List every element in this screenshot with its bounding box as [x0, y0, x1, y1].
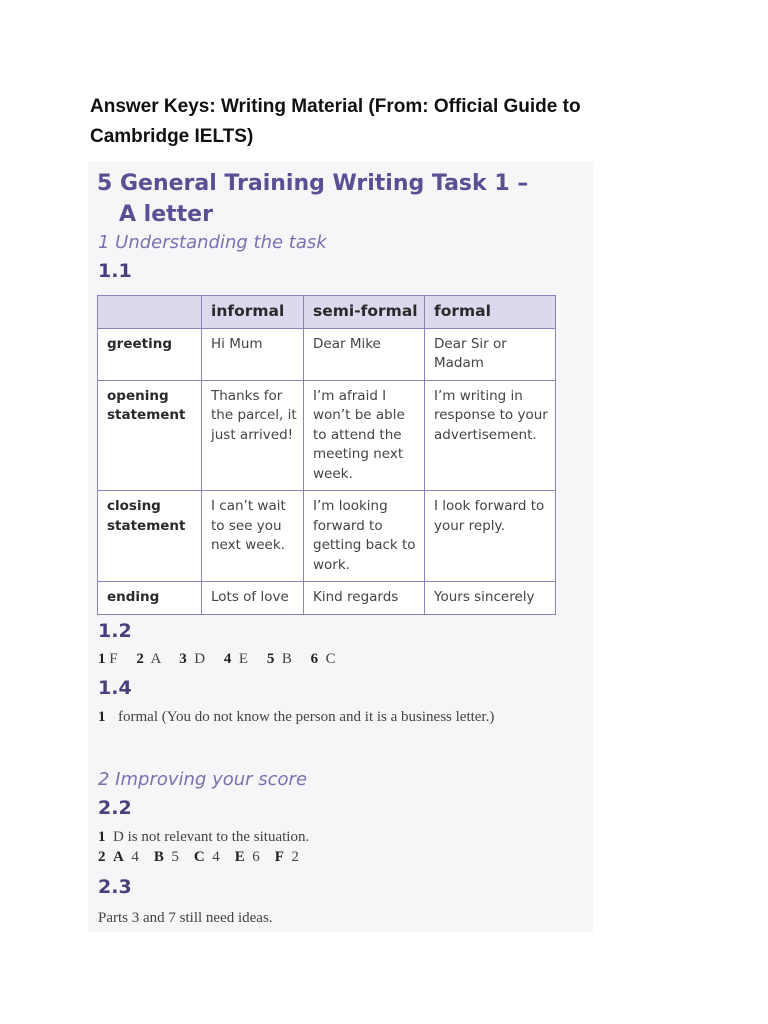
answer-number: 1: [98, 709, 106, 725]
answer-letter: B: [153, 849, 164, 865]
answer-value: 2: [291, 849, 299, 865]
answer-letter: E: [234, 849, 245, 865]
table-cell: I can’t wait to see you next week.: [202, 491, 304, 582]
answer-value: 5: [171, 849, 179, 865]
table-cell: Hi Mum: [202, 328, 304, 380]
row-label: closing statement: [98, 491, 202, 582]
document-title: Answer Keys: Writing Material (From: Official Guide to Cambridge IELTS): [90, 96, 581, 147]
table-row: [98, 582, 556, 615]
table-header-cell: formal: [425, 296, 556, 329]
answer-letter: C: [193, 849, 205, 865]
row-label: ending: [98, 582, 202, 615]
answer-value: 6: [252, 849, 260, 865]
table-cell: Yours sincerely: [425, 582, 556, 615]
row-label: opening statement: [98, 380, 202, 491]
chapter-title-line2: A letter: [119, 202, 213, 227]
subheading-2-2: 2.2: [98, 797, 132, 819]
table-header-cell: [98, 296, 202, 329]
table-cell: I’m writing in response to your advertisement.: [425, 380, 556, 491]
answer-number: 4: [223, 651, 232, 667]
answer-text: formal (You do not know the person and it is a business letter.): [118, 709, 495, 725]
answer-number: 6: [310, 651, 319, 667]
answer-letter: A: [113, 849, 124, 865]
subheading-2-3: 2.3: [98, 876, 132, 898]
answers-1-2: [98, 651, 336, 668]
chapter-title-line1: 5 General Training Writing Task 1 –: [97, 171, 529, 196]
row-label: greeting: [98, 328, 202, 380]
answer-letter: B: [281, 651, 292, 667]
table-header-cell: semi-formal: [304, 296, 425, 329]
subheading-1-1: 1.1: [98, 260, 132, 282]
table-cell: I look forward to your reply.: [425, 491, 556, 582]
answer-letter: C: [325, 651, 336, 667]
answer-text: D is not relevant to the situation.: [113, 829, 310, 845]
table-header-cell: informal: [202, 296, 304, 329]
chapter-title: [97, 168, 528, 230]
table-cell: Dear Mike: [304, 328, 425, 380]
answer-2-2-line2: [98, 849, 299, 866]
answer-letter: F: [274, 849, 284, 865]
section-title-improving: 2 Improving your score: [98, 769, 308, 790]
section-title-understanding: 1 Understanding the task: [98, 232, 327, 253]
answer-value: 4: [212, 849, 220, 865]
answer-number: 2: [136, 651, 144, 667]
answer-number: 3: [179, 651, 187, 667]
table-cell: Kind regards: [304, 582, 425, 615]
table-row: [98, 491, 556, 582]
answer-letter: D: [194, 651, 206, 667]
table-row: [98, 328, 556, 380]
answer-number: 1: [98, 829, 106, 845]
answer-2-3: Parts 3 and 7 still need ideas.: [98, 910, 273, 926]
subheading-1-2: 1.2: [98, 620, 132, 642]
table-cell: I’m afraid I won’t be able to attend the meeting next week.: [304, 380, 425, 491]
answer-2-2-line1: [98, 827, 309, 847]
table-row: [98, 380, 556, 491]
subheading-1-4: 1.4: [98, 677, 132, 699]
table-cell: Thanks for the parcel, it just arrived!: [202, 380, 304, 491]
answer-letter: E: [238, 651, 249, 667]
answer-number: 1: [98, 651, 106, 667]
answer-1-4: [98, 707, 538, 727]
table-cell: Lots of love: [202, 582, 304, 615]
table-cell: Dear Sir or Madam: [425, 328, 556, 380]
answer-value: 4: [131, 849, 139, 865]
answer-number: 5: [266, 651, 275, 667]
table-header-row: [98, 296, 556, 329]
answer-number: 2: [98, 849, 106, 865]
answer-letter: F: [109, 651, 118, 667]
table-cell: I’m looking forward to getting back to work.: [304, 491, 425, 582]
answer-letter: A: [150, 651, 161, 667]
register-table: [97, 295, 556, 615]
